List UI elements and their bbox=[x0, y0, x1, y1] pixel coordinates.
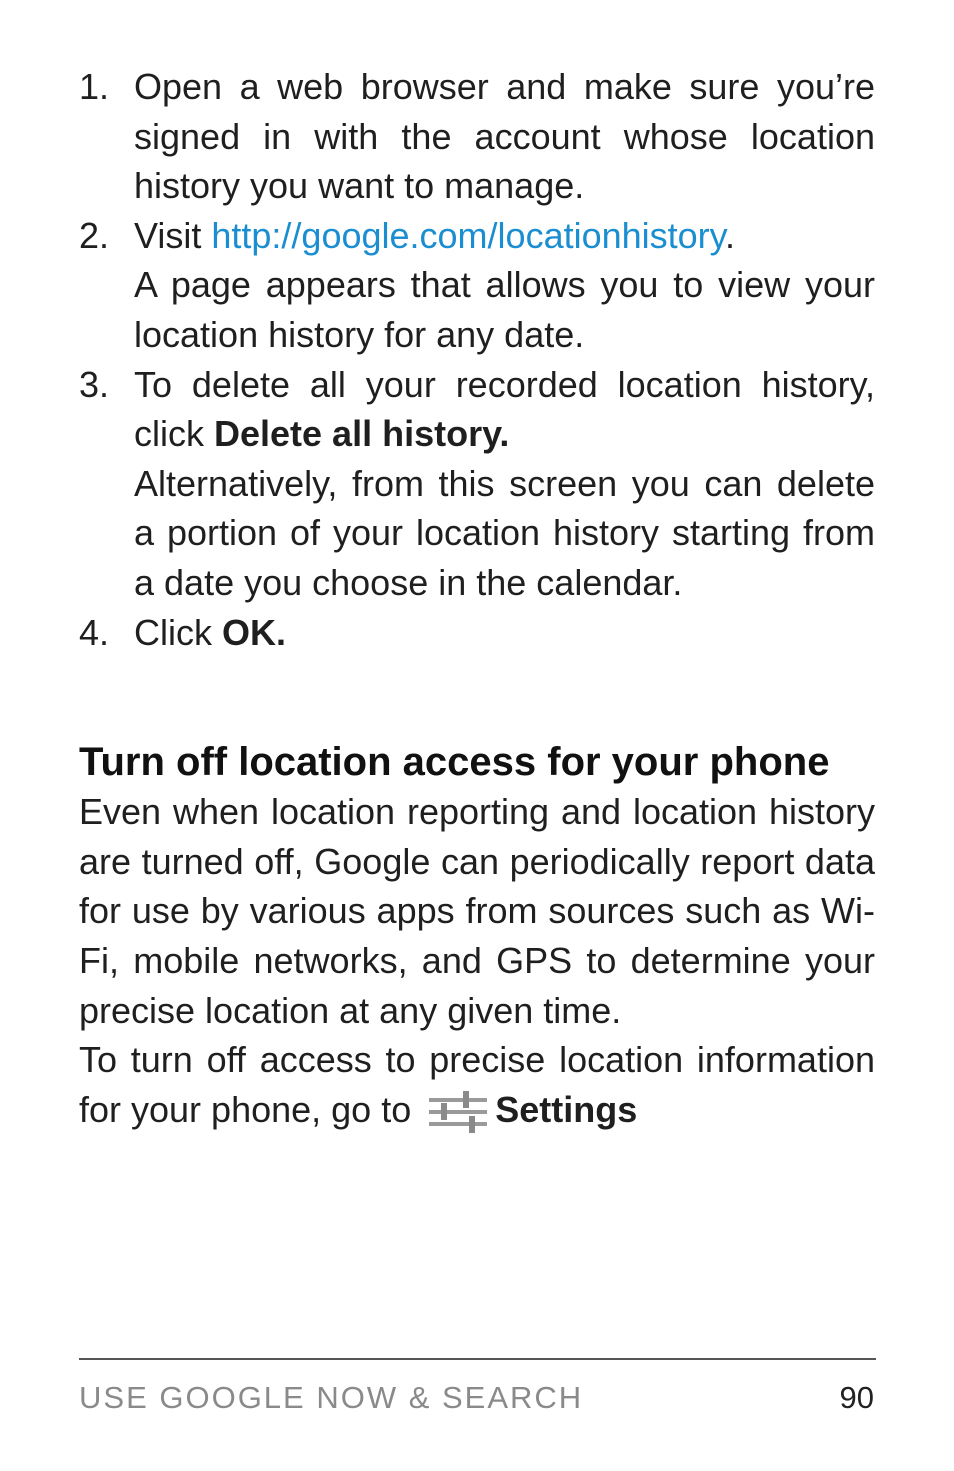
list-item bbox=[79, 360, 875, 608]
step-number: 1. bbox=[79, 66, 110, 107]
ok-label: OK. bbox=[222, 611, 287, 653]
step-number: 3. bbox=[79, 363, 110, 405]
steps-list bbox=[79, 62, 875, 657]
step-suffix: . bbox=[725, 214, 736, 256]
paragraph-turn-off-access bbox=[79, 1035, 875, 1134]
location-history-link[interactable]: http://google.com/locationhistory bbox=[211, 214, 725, 256]
footer-divider bbox=[79, 1358, 876, 1360]
footer-section-title: USE GOOGLE NOW & SEARCH bbox=[79, 1380, 584, 1415]
paragraph-location-reporting: Even when location reporting and location history are turned off, Google can periodically report data for use by various apps from sources such as Wi-Fi, mobile networks, and GPS to determine your precise location at any given time. bbox=[79, 791, 875, 1031]
step-prefix: To delete all your recorded location history, click bbox=[134, 363, 875, 455]
list-item bbox=[79, 62, 875, 211]
step-text bbox=[134, 360, 875, 459]
step-text bbox=[134, 211, 875, 261]
step-number: 2. bbox=[79, 214, 110, 256]
list-item bbox=[79, 211, 875, 360]
step-detail: Alternatively, from this screen you can delete a portion of your location history starting from a date you choose in the calendar. bbox=[134, 462, 875, 603]
section-heading: Turn off location access for your phone bbox=[79, 740, 830, 785]
step-text bbox=[134, 608, 875, 658]
delete-all-history-label: Delete all history. bbox=[214, 413, 510, 455]
paragraph-text: To turn off access to precise location information for your phone, go to bbox=[79, 1039, 875, 1130]
step-detail: A page appears that allows you to view your location history for any date. bbox=[134, 264, 875, 355]
step-number: 4. bbox=[79, 611, 110, 653]
settings-sliders-icon bbox=[427, 1090, 489, 1134]
step-text: Open a web browser and make sure you’re signed in with the account whose location history you want to manage. bbox=[134, 66, 875, 207]
page-number: 90 bbox=[839, 1380, 874, 1415]
step-prefix: Visit bbox=[134, 214, 212, 256]
page-content bbox=[79, 62, 875, 1134]
step-prefix: Click bbox=[134, 611, 222, 653]
list-item bbox=[79, 608, 875, 658]
settings-label: Settings bbox=[495, 1088, 638, 1130]
